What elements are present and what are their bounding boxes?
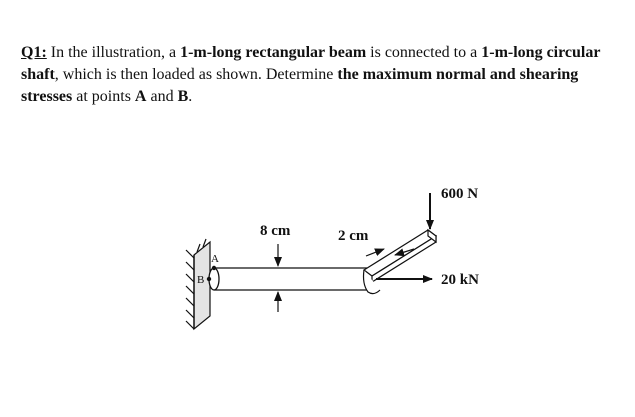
rectangular-beam bbox=[364, 230, 437, 294]
question-bold-5: B bbox=[177, 88, 189, 105]
question-bold-1: 1-m-long rectangular beam bbox=[180, 44, 367, 61]
question-part-5: and bbox=[146, 88, 178, 105]
question-part-2: is connected to a bbox=[366, 44, 482, 61]
label-20kn: 20 kN bbox=[441, 272, 479, 288]
question-part-6: . bbox=[188, 88, 193, 105]
question-part-4: at points bbox=[72, 88, 135, 105]
label-8cm: 8 cm bbox=[260, 223, 291, 239]
label-600n: 600 N bbox=[441, 186, 479, 202]
question-bold-3: the maximum normal and shearing stresses bbox=[21, 66, 579, 105]
question-bold-2: 1-m-long circular shaft bbox=[21, 44, 601, 83]
label-2cm: 2 cm bbox=[338, 228, 369, 244]
question-bold-4: A bbox=[134, 88, 147, 105]
label-point-a: A bbox=[211, 253, 219, 265]
label-point-b: B bbox=[197, 274, 205, 286]
question-part-3: , which is then loaded as shown. Determine bbox=[54, 66, 338, 83]
question-number: Q1: bbox=[21, 44, 47, 61]
question-part-1: In the illustration, a bbox=[46, 44, 181, 61]
circular-shaft bbox=[209, 268, 367, 290]
dim-2cm-left-arrow bbox=[366, 249, 384, 256]
point-b-marker bbox=[207, 277, 211, 281]
point-a-marker bbox=[212, 266, 216, 270]
